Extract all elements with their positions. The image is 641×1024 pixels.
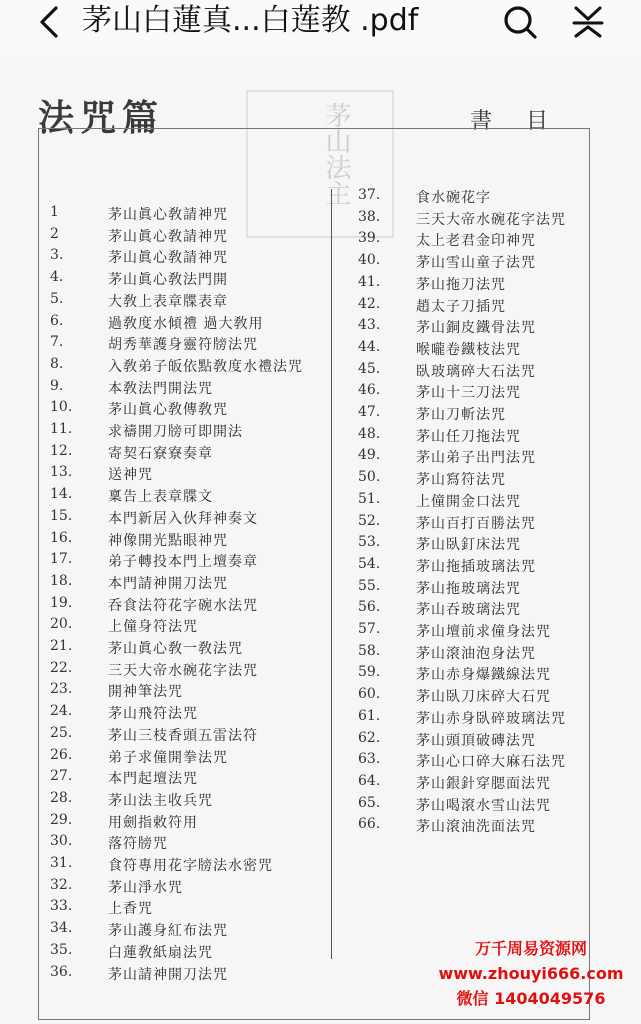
toc-entry-title: 本門請神開刀法咒 bbox=[108, 575, 228, 592]
toc-entry-number: 26. bbox=[50, 746, 73, 763]
toc-entry-title: 喉嚨卷鐵枝法咒 bbox=[416, 341, 521, 358]
toc-entry-number: 54. bbox=[358, 555, 381, 572]
toc-entry-title: 茅山眞心敎一敎法咒 bbox=[108, 641, 243, 657]
toc-entry-number: 34. bbox=[50, 920, 73, 937]
toc-entry-title: 茅山喝滾水雪山法咒 bbox=[416, 797, 551, 814]
toc-entry-number: 31. bbox=[50, 855, 73, 871]
toc-entry-number: 65. bbox=[358, 794, 381, 811]
toc-entry-number: 61. bbox=[358, 707, 381, 724]
toc-entry-number: 6. bbox=[50, 312, 64, 329]
toc-entry-title: 茅山任刀拖法咒 bbox=[416, 428, 521, 445]
toc-entry-number: 12. bbox=[50, 442, 73, 459]
toc-entry-number: 13. bbox=[50, 464, 73, 481]
toc-entry-number: 46. bbox=[358, 382, 381, 399]
toc-entry-number: 64. bbox=[358, 772, 381, 789]
toc-entry-title: 茅山十三刀法咒 bbox=[416, 385, 521, 402]
toc-entry-title: 寄契石寮寮奏章 bbox=[108, 445, 213, 462]
toc-entry-number: 38. bbox=[358, 208, 381, 225]
toc-entry-title: 茅山眞心敎請神咒 bbox=[108, 250, 228, 267]
toc-entry-number: 8. bbox=[50, 355, 64, 372]
search-icon bbox=[500, 2, 540, 42]
toc-entry-number: 36. bbox=[50, 963, 73, 980]
toc-entry-title: 本門起壇法咒 bbox=[108, 771, 198, 788]
toc-entry-number: 53. bbox=[358, 534, 381, 551]
toc-entry-number: 42. bbox=[358, 295, 381, 312]
toc-entry-title: 茅山眞心敎傳敎咒 bbox=[108, 402, 228, 419]
toc-entry-title: 開神筆法咒 bbox=[108, 684, 183, 701]
toc-entry-title: 用劍指敕符用 bbox=[108, 814, 198, 831]
toc-entry-title: 落符牓咒 bbox=[108, 836, 168, 853]
toc-entry-number: 30. bbox=[50, 833, 73, 850]
toc-entry-title: 茅山眞心敎請神咒 bbox=[108, 207, 228, 223]
toc-entry-number: 33. bbox=[50, 898, 73, 915]
toc-entry-title: 茅山赤身臥碎玻璃法咒 bbox=[416, 710, 566, 727]
toc-entry-title: 過敎度水傾禮 過大敎用 bbox=[108, 315, 264, 332]
toc-entry-title: 茅山飛符法咒 bbox=[108, 706, 198, 723]
toc-entry-number: 52. bbox=[358, 512, 381, 529]
toc-entry-number: 25. bbox=[50, 724, 73, 741]
toc-entry-number: 55. bbox=[358, 577, 381, 594]
toc-entry-number: 43. bbox=[358, 317, 381, 334]
toc-entry-title: 茅山法主收兵咒 bbox=[108, 792, 213, 809]
toc-entry-title: 趙太子刀插咒 bbox=[416, 298, 506, 315]
pdf-page[interactable] bbox=[0, 56, 641, 1024]
toc-entry-number: 4. bbox=[50, 269, 64, 286]
toc-entry-number: 16. bbox=[50, 529, 73, 546]
column-divider bbox=[331, 189, 332, 959]
toc-entry-title: 白蓮敎紙扇法咒 bbox=[108, 944, 213, 961]
toc-entry-title: 上僮身符法咒 bbox=[108, 619, 198, 636]
toc-entry-title: 茅山滾油泡身法咒 bbox=[416, 645, 536, 662]
toc-entry-number: 7. bbox=[50, 334, 64, 351]
watermark-line-1: 万千周易资源网 bbox=[474, 939, 587, 958]
toc-entry-number: 63. bbox=[358, 751, 381, 768]
toc-entry-title: 太上老君金印神咒 bbox=[416, 233, 536, 250]
toc-entry-number: 41. bbox=[358, 273, 381, 290]
toc-entry-title: 茅山拖刀法咒 bbox=[416, 276, 506, 293]
toc-entry-title: 本敎法門開法咒 bbox=[108, 380, 213, 397]
search-button[interactable] bbox=[500, 2, 540, 42]
more-button[interactable] bbox=[568, 2, 608, 42]
toc-entry-title: 茅山淨水咒 bbox=[108, 879, 183, 896]
toc-entry-title: 茅山請神開刀法咒 bbox=[108, 966, 228, 983]
toc-entry-number: 66. bbox=[358, 816, 381, 833]
toc-entry-number: 48. bbox=[358, 425, 381, 442]
toc-entry-number: 11. bbox=[50, 421, 73, 437]
toc-entry-title: 茅山寫符法咒 bbox=[416, 472, 506, 489]
toc-entry-title: 茅山拖插玻璃法咒 bbox=[416, 558, 536, 575]
toc-entry-number: 49. bbox=[358, 447, 381, 464]
toc-entry-title: 茅山拖玻璃法咒 bbox=[416, 580, 521, 597]
toc-entry-number: 9. bbox=[50, 377, 64, 394]
watermark bbox=[431, 936, 631, 1011]
toc-entry-number: 58. bbox=[358, 642, 381, 659]
watermark-line-2: www.zhouyi666.com bbox=[438, 964, 624, 983]
toc-entry-number: 51. bbox=[358, 490, 381, 507]
toc-entry-number: 62. bbox=[358, 729, 381, 746]
toc-entry-number: 40. bbox=[358, 252, 381, 269]
toc-entry-title: 食水碗花字 bbox=[416, 190, 491, 206]
toc-entry-number: 59. bbox=[358, 664, 381, 681]
toc-entry-title: 送神咒 bbox=[108, 467, 153, 484]
toc-entry-number: 56. bbox=[358, 599, 381, 616]
toc-entry-title: 弟子求僮開拳法咒 bbox=[108, 749, 228, 766]
seal-text: 茅山法主 bbox=[321, 102, 351, 206]
toc-entry-number: 2 bbox=[50, 225, 59, 242]
toc-entry-number: 10. bbox=[50, 399, 73, 416]
toc-entry-number: 57. bbox=[358, 621, 381, 637]
top-toolbar bbox=[0, 0, 641, 56]
back-arrow-icon bbox=[30, 2, 70, 42]
toc-entry-number: 23. bbox=[50, 681, 73, 698]
toc-entry-number: 44. bbox=[358, 338, 381, 355]
toc-entry-number: 60. bbox=[358, 686, 381, 703]
toc-entry-title: 茅山眞心敎法門開 bbox=[108, 272, 228, 289]
toc-entry-title: 茅山銀針穿腮面法咒 bbox=[416, 775, 551, 792]
toc-entry-title: 茅山三枝香頭五雷法符 bbox=[108, 727, 258, 744]
toc-entry-number: 15. bbox=[50, 507, 73, 524]
toc-entry-title: 上香咒 bbox=[108, 901, 153, 918]
toc-entry-number: 28. bbox=[50, 789, 73, 806]
toc-entry-title: 茅山眞心敎請神咒 bbox=[108, 228, 228, 245]
section-title: 法咒篇 bbox=[38, 97, 165, 139]
toc-entry-title: 神像開光點眼神咒 bbox=[108, 532, 228, 549]
toc-entry-title: 茅山弟子出門法咒 bbox=[416, 450, 536, 467]
toc-entry-title: 茅山銅皮鐵骨法咒 bbox=[416, 320, 536, 337]
toc-entry-number: 35. bbox=[50, 941, 73, 958]
toc-entry-number: 39. bbox=[358, 230, 381, 247]
toc-entry-title: 茅山滾油洗面法咒 bbox=[416, 819, 536, 836]
toc-entry-number: 24. bbox=[50, 703, 73, 720]
toc-entry-number: 37. bbox=[358, 187, 381, 203]
toc-entry-title: 茅山臥刀床碎大石咒 bbox=[416, 689, 551, 706]
toc-entry-number: 3. bbox=[50, 247, 64, 264]
toc-entry-title: 胡秀華護身靈符牓法咒 bbox=[108, 337, 258, 354]
toc-entry-title: 茅山赤身爆鐵線法咒 bbox=[416, 667, 551, 684]
toc-entry-number: 20. bbox=[50, 616, 73, 633]
toc-entry-title: 茅山雪山童子法咒 bbox=[416, 255, 536, 272]
toc-entry-title: 茅山心口碎大麻石法咒 bbox=[416, 754, 566, 771]
toc-entry-number: 47. bbox=[358, 404, 381, 420]
toc-entry-number: 5. bbox=[50, 290, 64, 307]
toc-entry-number: 29. bbox=[50, 811, 73, 828]
toc-entry-title: 本門新居入伙拜神奏文 bbox=[108, 510, 258, 527]
toc-entry-number: 19. bbox=[50, 594, 73, 611]
toc-entry-number: 1 bbox=[50, 204, 59, 220]
toc-entry-number: 17. bbox=[50, 551, 73, 568]
toc-entry-title: 食符專用花字牓法水密咒 bbox=[108, 858, 273, 874]
more-icon bbox=[568, 2, 608, 42]
toc-entry-number: 21. bbox=[50, 638, 73, 654]
toc-entry-title: 茅山護身紅布法咒 bbox=[108, 923, 228, 940]
toc-entry-number: 22. bbox=[50, 659, 73, 676]
back-button[interactable] bbox=[30, 2, 70, 42]
toc-entry-title: 茅山吞玻璃法咒 bbox=[416, 602, 521, 619]
toc-entry-title: 弟子轉投本門上壇奏章 bbox=[108, 554, 258, 571]
toc-entry-title: 三天大帝水碗花字法咒 bbox=[108, 662, 258, 679]
toc-entry-number: 32. bbox=[50, 876, 73, 893]
book-heading: 書目 bbox=[470, 109, 583, 134]
toc-entry-title: 臥玻璃碎大石法咒 bbox=[416, 363, 536, 380]
toc-entry-title: 大敎上表章牒表章 bbox=[108, 293, 228, 310]
toc-entry-number: 27. bbox=[50, 768, 73, 785]
toc-entry-title: 茅山百打百勝法咒 bbox=[416, 515, 536, 532]
toc-entry-title: 求禱開刀牓可即開法 bbox=[108, 424, 243, 440]
toc-entry-number: 45. bbox=[358, 360, 381, 377]
toc-entry-number: 18. bbox=[50, 572, 73, 589]
toc-entry-title: 上僮開金口法咒 bbox=[416, 493, 521, 510]
toc-entry-title: 茅山頭頂破磚法咒 bbox=[416, 732, 536, 749]
toc-entry-title: 茅山臥釘床法咒 bbox=[416, 537, 521, 554]
toc-entry-title: 入敎弟子皈依點敎度水禮法咒 bbox=[108, 358, 303, 375]
toc-entry-title: 三天大帝水碗花字法咒 bbox=[416, 211, 566, 228]
watermark-line-3: 微信 1404049576 bbox=[456, 989, 606, 1008]
toc-entry-title: 茅山刀斬法咒 bbox=[416, 407, 506, 423]
toc-entry-title: 茅山壇前求僮身法咒 bbox=[416, 624, 551, 640]
toc-entry-number: 14. bbox=[50, 486, 73, 503]
document-title: 茅山白蓮真...白莲教 .pdf bbox=[82, 3, 419, 38]
toc-entry-number: 50. bbox=[358, 469, 381, 486]
toc-entry-title: 呑食法符花字碗水法咒 bbox=[108, 597, 258, 614]
toc-entry-title: 稟告上表章牒文 bbox=[108, 489, 213, 506]
